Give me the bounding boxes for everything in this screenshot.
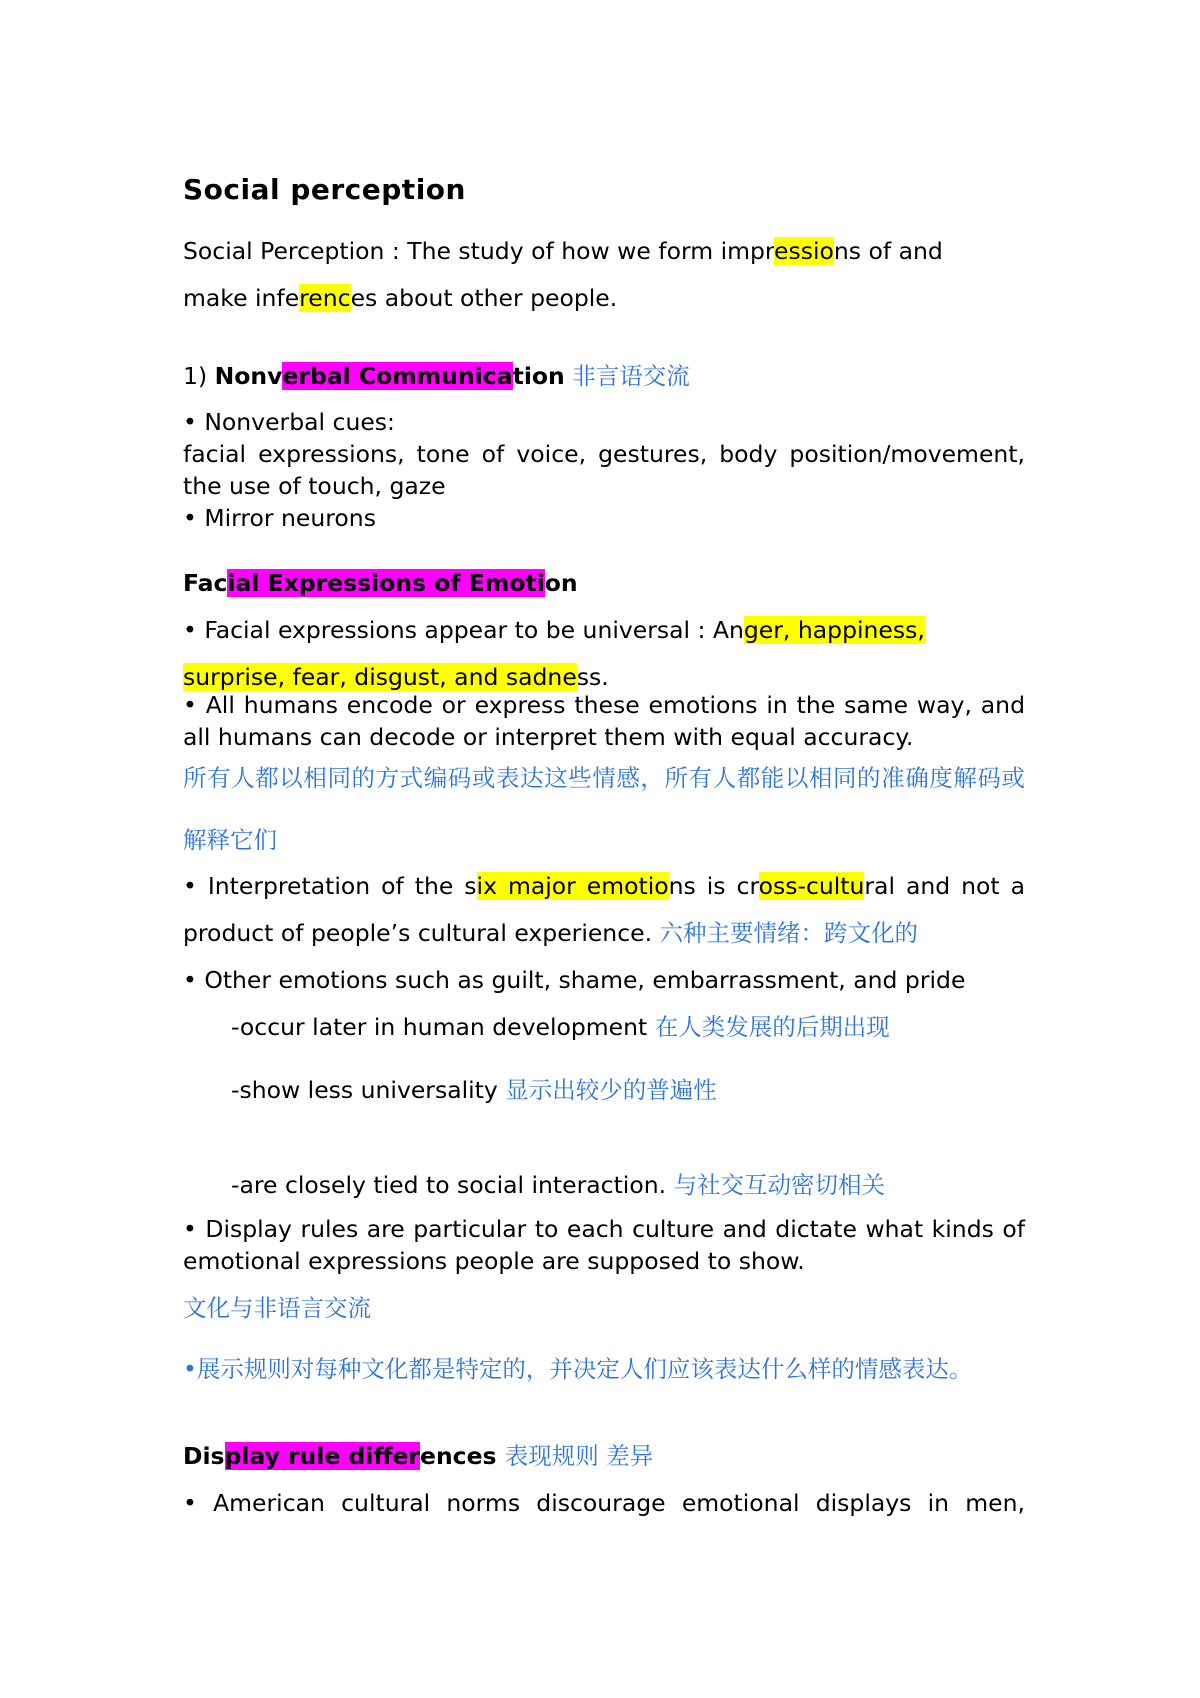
universal-paragraph (183, 607, 1025, 701)
nonverbal-cues-block (183, 406, 1025, 534)
highlight-yellow: renc (299, 284, 351, 312)
list-item: • Nonverbal cues: (183, 408, 395, 436)
encode-paragraph: • All humans encode or express these emotions in the same way, and all humans can decode or interpret them with equal accuracy. (183, 691, 1025, 751)
sub-item-text: -show less universality (231, 1076, 498, 1104)
chinese-translation: 六种主要情绪：跨文化的 (659, 919, 919, 947)
highlight-yellow: ger, happiness, (743, 616, 925, 644)
definition-text: ns of and (833, 237, 943, 265)
heading-text: ences (420, 1442, 497, 1470)
highlight-yellow: essio (774, 237, 834, 265)
paragraph-text: • Interpretation of the s (183, 872, 477, 900)
definition-text: Social Perception : The study of how we form impr (183, 237, 775, 265)
highlight-yellow: oss-cultu (758, 872, 865, 900)
paragraph-text: ral and not a product of people’s cultural experience. (183, 872, 1026, 947)
chinese-translation: 显示出较少的普遍性 (505, 1076, 717, 1104)
sub-item-tied (183, 1162, 1025, 1209)
paragraph-text: ss. (576, 663, 609, 691)
list-item: • Mirror neurons (183, 504, 376, 532)
highlight-magenta: play rule differ (224, 1442, 421, 1470)
heading-text: on (544, 569, 578, 597)
section-heading-facial (183, 560, 1025, 607)
definition-text: make infe (183, 284, 300, 312)
sub-item-text: -are closely tied to social interaction. (231, 1171, 667, 1199)
section-number: 1) (183, 362, 215, 390)
interpretation-paragraph (183, 863, 1025, 957)
highlight-yellow: surprise, fear, disgust, and sadne (183, 663, 577, 691)
section-heading-nonverbal (183, 353, 1025, 400)
list-item-detail: facial expressions, tone of voice, gestures, body position/movement, the use of touch, gaze (183, 440, 1025, 500)
paragraph-text: ns is cr (668, 872, 759, 900)
sub-item-text: -occur later in human development (231, 1013, 648, 1041)
heading-text: Dis (183, 1442, 225, 1470)
culture-translation: 文化与非语言交流 (183, 1294, 371, 1322)
highlight-magenta: erbal Communica (282, 362, 513, 390)
highlight-yellow: ix major emotio (476, 872, 669, 900)
document-body (183, 170, 1025, 1527)
display-rules-translation: •展示规则对每种文化都是特定的，并决定人们应该表达什么样的情感表达。 (183, 1355, 973, 1383)
heading-text: Nonv (214, 362, 283, 390)
american-norms-item: • American cultural norms discourage emotional displays in men, (183, 1489, 1025, 1517)
chinese-translation: 与社交互动密切相关 (673, 1171, 886, 1199)
page-title: Social perception (183, 173, 466, 206)
display-rules-paragraph: • Display rules are particular to each culture and dictate what kinds of emotional expressions people are supposed to show. (183, 1215, 1025, 1275)
chinese-translation: 表现规则 差异 (504, 1442, 654, 1470)
highlight-magenta: ial Expressions of Emoti (227, 569, 545, 597)
sub-item-show (183, 1067, 1025, 1114)
sub-item-occur (183, 1004, 1025, 1051)
other-emotions-item: • Other emotions such as guilt, shame, embarrassment, and pride (183, 966, 966, 994)
definition-paragraph (183, 228, 1025, 322)
chinese-translation: 非言语交流 (572, 362, 690, 390)
heading-text: tion (512, 362, 565, 390)
heading-text: Fac (183, 569, 228, 597)
chinese-translation: 在人类发展的后期出现 (654, 1013, 890, 1041)
definition-text: es about other people. (350, 284, 618, 312)
paragraph-text: • Facial expressions appear to be universal : An (183, 616, 744, 644)
section-heading-display-rules (183, 1433, 1025, 1480)
encode-translation: 所有人都以相同的方式编码或表达这些情感，所有人都能以相同的准确度解码或解释它们 (183, 764, 1025, 854)
